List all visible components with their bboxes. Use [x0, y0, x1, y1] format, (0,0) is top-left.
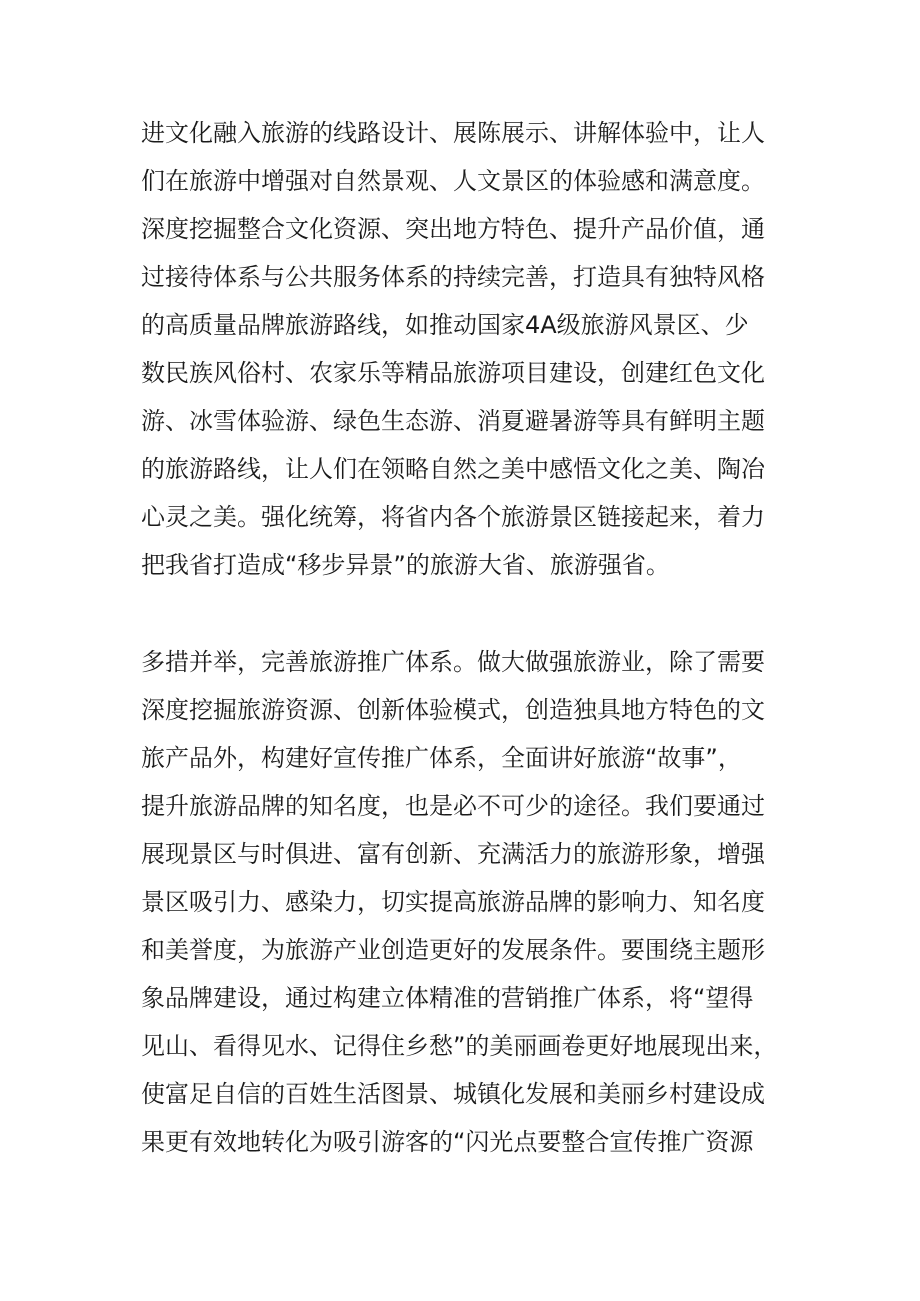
- text-line: 的旅游路线，让人们在领略自然之美中感悟文化之美、陶冶: [141, 455, 765, 483]
- text-line: 旅产品外，构建好宣传推广体系，全面讲好旅游“故事”，: [141, 744, 742, 772]
- text-line: 的高质量品牌旅游路线，如推动国家4A级旅游风景区、少: [141, 311, 749, 339]
- text-line: 数民族风俗村、农家乐等精品旅游项目建设，创建红色文化: [141, 359, 765, 387]
- text-line: 过接待体系与公共服务体系的持续完善，打造具有独特风格: [141, 263, 765, 291]
- text-line: 景区吸引力、感染力，切实提高旅游品牌的影响力、知名度: [141, 888, 765, 916]
- text-line: 提升旅游品牌的知名度，也是必不可少的途径。我们要通过: [141, 792, 765, 820]
- text-line: 象品牌建设，通过构建立体精准的营销推广体系，将“望得: [141, 984, 754, 1012]
- text-line: 游、冰雪体验游、绿色生态游、消夏避暑游等具有鲜明主题: [141, 407, 765, 435]
- text-line: 和美誉度，为旅游产业创造更好的发展条件。要围绕主题形: [141, 936, 765, 964]
- text-line: 进文化融入旅游的线路设计、展陈展示、讲解体验中，让人: [141, 119, 765, 147]
- text-line: 把我省打造成“移步异景”的旅游大省、旅游强省。: [141, 551, 670, 579]
- text-line: 们在旅游中增强对自然景观、人文景区的体验感和满意度。: [141, 167, 765, 195]
- text-line: 深度挖掘整合文化资源、突出地方特色、提升产品价值，通: [141, 215, 765, 243]
- text-line: 展现景区与时俱进、富有创新、充满活力的旅游形象，增强: [141, 840, 765, 868]
- text-line: 使富足自信的百姓生活图景、城镇化发展和美丽乡村建设成: [141, 1080, 765, 1108]
- text-line: 心灵之美。强化统筹，将省内各个旅游景区链接起来，着力: [141, 503, 765, 531]
- text-line: 果更有效地转化为吸引游客的“闪光点要整合宣传推广资源: [141, 1128, 754, 1156]
- text-line: 见山、看得见水、记得住乡愁”的美丽画卷更好地展现出来，: [141, 1032, 778, 1060]
- text-line: 深度挖掘旅游资源、创新体验模式，创造独具地方特色的文: [141, 696, 765, 724]
- text-line: 多措并举，完善旅游推广体系。做大做强旅游业，除了需要: [141, 648, 765, 676]
